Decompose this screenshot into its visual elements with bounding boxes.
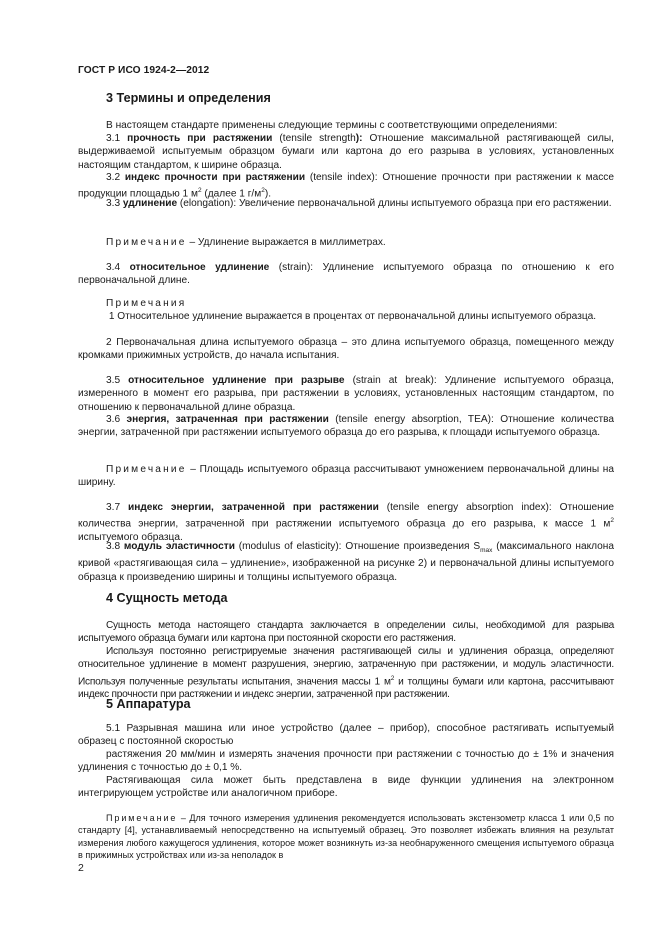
note-label: Примечание — [106, 237, 187, 248]
note-text: – Удлинение выражается в миллиметрах. — [189, 237, 386, 248]
superscript: 2 — [261, 187, 265, 195]
term-colon: ): — [355, 133, 363, 144]
term-definition: (tensile energy absorption index): Отношение количества энергии, затраченной при растяжении испытуемого образца до его разрыва, к массе 1 м — [78, 502, 614, 530]
superscript: 2 — [197, 187, 202, 195]
term-number: 3.5 — [106, 375, 129, 386]
subscript: max — [480, 547, 493, 555]
notes-2-label — [78, 297, 614, 310]
term-definition: ). — [264, 188, 272, 200]
term-name: энергия, затраченная при растяжении — [126, 414, 329, 425]
notes-2-item-2 — [78, 336, 614, 363]
notes-2-item-1 — [78, 310, 614, 323]
paragraph-text: 5.1 Разрывная машина или иное устройство (далее – прибор), способное растягивать испытуемый образец с постоянной скоростью — [78, 723, 614, 748]
section-5-heading: 5 Аппаратура — [106, 697, 191, 711]
term-definition: (modulus of elasticity): Отношение произведения S — [234, 541, 481, 552]
term-definition: испытуемого образца. — [78, 531, 183, 543]
superscript: 2 — [390, 674, 395, 682]
paragraph-text: Используя постоянно регистрируемые значения растягивающей силы и удлинения образца, определяют относительное удлинение в момент разрушения, энергию, затраченную при растяжении, и модуль эластичности. Используя полученные результаты испытания, значения массы 1 м — [78, 646, 614, 687]
page-number: 2 — [78, 862, 84, 874]
term-3-1 — [78, 132, 614, 172]
term-number: 3.3 — [106, 198, 123, 209]
superscript: 2 — [610, 517, 614, 525]
note-text: – Площадь испытуемого образца рассчитывают умножением первоначальной длины на ширину. — [78, 464, 614, 489]
term-name: удлинение — [122, 198, 178, 209]
term-definition: (tensile energy absorption, TEA): Отношение количества энергии, затраченной при растяжении испытуемого образца до его разрыва, к площади испытуемого образца. — [78, 414, 614, 439]
term-definition: (strain at break): Удлинение испытуемого образца, измеренного в момент его разрыва, при растяжении в условиях, установленных настоящим стандартом, по отношению к первоначальной длине образца. — [78, 375, 614, 413]
term-3-7 — [78, 501, 614, 544]
term-english: (tensile strength — [272, 133, 356, 144]
term-definition: (максимального наклона кривой «растягивающая сила – удлинение», изображенной на рисунке 2) и первоначальной длины испытуемого образца к произведению ширины и толщины испытуемого образца. — [78, 541, 614, 583]
term-number: 3.8 — [106, 541, 124, 552]
section-5-note — [78, 812, 614, 861]
term-name: прочность при растяжении — [127, 133, 273, 144]
section-5-para-1 — [78, 722, 614, 749]
term-definition: (tensile index): Отношение прочности при растяжении к массе продукции площадью 1 м — [78, 172, 615, 200]
term-number: 3.1 — [106, 133, 128, 144]
section-3-intro — [78, 119, 614, 132]
term-3-5 — [78, 374, 614, 414]
section-4-heading: 4 Сущность метода — [106, 591, 228, 605]
term-definition: (далее 1 г/м — [201, 188, 262, 200]
term-definition: (strain): Удлинение испытуемого образца по отношению к его первоначальной длине. — [78, 262, 615, 287]
section-5-para-3 — [78, 774, 614, 801]
note-3 — [78, 463, 614, 490]
section-3-heading: 3 Термины и определения — [106, 91, 271, 105]
note-text: 1 Относительное удлинение выражается в процентах от первоначальной длины испытуемого образца. — [106, 311, 597, 322]
term-name: относительное удлинение при разрыве — [128, 375, 345, 386]
term-name: модуль эластичности — [123, 541, 235, 552]
term-number: 3.2 — [106, 172, 125, 183]
term-number: 3.6 — [106, 414, 127, 425]
section-4-para-2 — [78, 645, 614, 702]
section-4-para-1 — [78, 619, 614, 646]
term-3-4 — [78, 261, 614, 288]
term-name: индекс прочности при растяжении — [124, 172, 306, 183]
term-number: 3.7 — [106, 502, 128, 513]
term-number: 3.4 — [106, 262, 130, 273]
note-text: 2 Первоначальная длина испытуемого образца – это длина испытуемого образца, помещенного между кромками прижимных устройств, до начала испытания. — [78, 337, 614, 362]
paragraph-text: растяжения 20 мм/мин и измерять значения прочности при растяжении с точностью до ± 1% и значения удлинения с точностью до ± 0,1 %. — [78, 749, 614, 774]
note-1 — [78, 236, 614, 249]
note-label: Примечание — [106, 813, 178, 823]
term-3-3 — [78, 197, 614, 210]
notes-label: Примечания — [106, 298, 187, 309]
term-definition: (elongation): Увеличение первоначальной длины испытуемого образца при его растяжении. — [177, 198, 612, 209]
paragraph-text: Сущность метода настоящего стандарта заключается в определении силы, необходимой для разрыва испытуемого образца бумаги или картона при постоянной скорости его растяжения. — [78, 620, 614, 645]
term-definition: Отношение максимальной растягивающей силы, выдерживаемой испытуемым образцом бумаги или картона до его разрыва в условиях, установленных настоящим стандартом, к ширине образца. — [78, 133, 614, 171]
term-name: индекс энергии, затраченной при растяжении — [127, 502, 379, 513]
paragraph-text: Растягивающая сила может быть представлена в виде функции удлинения на электронном интегрирующем устройстве или аналогичном приборе. — [78, 775, 614, 800]
intro-text: В настоящем стандарте применены следующие термины с соответствующими определениями: — [106, 120, 558, 131]
paragraph-text: и толщины бумаги или картона, рассчитывают индекс прочности при растяжении и индекс энергии, затраченной при растяжении. — [78, 675, 615, 701]
term-3-8 — [78, 540, 614, 584]
term-3-6 — [78, 413, 614, 440]
term-name: относительное удлинение — [129, 262, 270, 273]
document-header: ГОСТ Р ИСО 1924-2—2012 — [78, 65, 210, 76]
section-5-para-2 — [78, 748, 614, 775]
note-label: Примечание — [106, 464, 187, 475]
note-text: – Для точного измерения удлинения рекомендуется использовать экстензометр класса 1 или 0,5 по стандарту [4], устанавливаемый непосредственно на испытуемый образец. Это позволяет избежать влияния на результат измерения любого кажущегося удлинения, которое может возникнуть из-за необнаруженного смещения испытуемого образца в прижимных устройствах или из-за неполадок в — [78, 813, 615, 860]
